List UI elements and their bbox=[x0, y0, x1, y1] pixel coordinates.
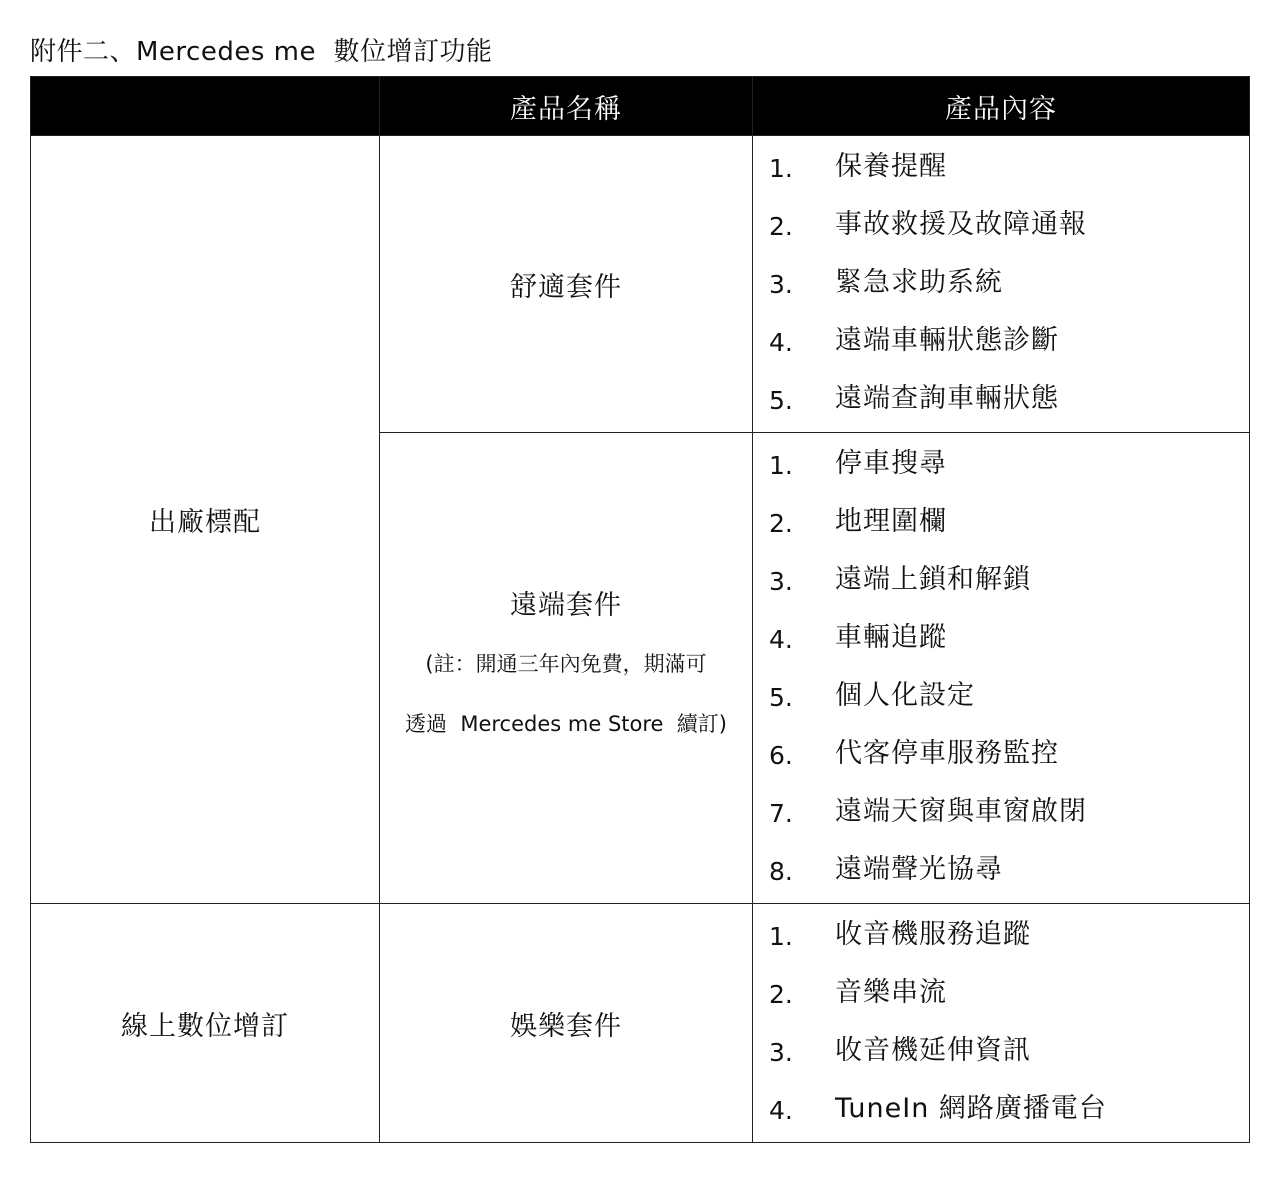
list-item bbox=[753, 783, 1249, 841]
product-note-line-1: (註：開通三年內免費，期滿可 bbox=[425, 651, 707, 676]
item-number: 4. bbox=[769, 1096, 793, 1125]
item-number: 2. bbox=[769, 212, 793, 241]
item-number: 2. bbox=[769, 980, 793, 1009]
header-category bbox=[31, 77, 380, 136]
product-name: 娛樂套件 bbox=[510, 1010, 622, 1042]
item-text: 音樂串流 bbox=[835, 977, 947, 1008]
list-item bbox=[753, 725, 1249, 783]
item-text: 遠端上鎖和解鎖 bbox=[835, 564, 1031, 595]
item-number: 1. bbox=[769, 451, 793, 480]
list-item bbox=[753, 138, 1249, 196]
content-cell-entertainment bbox=[753, 904, 1250, 1143]
product-cell-comfort bbox=[380, 136, 753, 433]
item-text: 收音機服務追蹤 bbox=[835, 919, 1031, 950]
list-item bbox=[753, 667, 1249, 725]
feature-list bbox=[753, 904, 1249, 1142]
item-number: 5. bbox=[769, 386, 793, 415]
item-text: 停車搜尋 bbox=[835, 448, 947, 479]
list-item bbox=[753, 370, 1249, 428]
list-item bbox=[753, 254, 1249, 312]
item-number: 3. bbox=[769, 270, 793, 299]
item-text: TuneIn 網路廣播電台 bbox=[835, 1093, 1107, 1124]
item-number: 5. bbox=[769, 683, 793, 712]
list-item bbox=[753, 196, 1249, 254]
item-text: 個人化設定 bbox=[835, 680, 975, 711]
item-number: 3. bbox=[769, 1038, 793, 1067]
category-cell-standard: 出廠標配 bbox=[31, 136, 380, 904]
list-item bbox=[753, 1080, 1249, 1138]
item-text: 車輛追蹤 bbox=[835, 622, 947, 653]
item-number: 1. bbox=[769, 154, 793, 183]
content-cell-comfort bbox=[753, 136, 1250, 433]
list-item bbox=[753, 841, 1249, 899]
item-number: 6. bbox=[769, 741, 793, 770]
item-number: 7. bbox=[769, 799, 793, 828]
table-row bbox=[31, 136, 1250, 433]
product-name: 舒適套件 bbox=[510, 271, 622, 303]
item-text: 事故救援及故障通報 bbox=[835, 209, 1087, 240]
document-title: 附件二、Mercedes me 數位增訂功能 bbox=[30, 37, 493, 67]
product-name: 遠端套件 bbox=[510, 589, 622, 621]
item-number: 2. bbox=[769, 509, 793, 538]
feature-list bbox=[753, 433, 1249, 903]
item-text: 遠端天窗與車窗啟閉 bbox=[835, 796, 1087, 827]
category-cell-online: 線上數位增訂 bbox=[31, 904, 380, 1143]
content-cell-remote bbox=[753, 433, 1250, 904]
product-cell-remote bbox=[380, 433, 753, 904]
item-number: 1. bbox=[769, 922, 793, 951]
list-item bbox=[753, 493, 1249, 551]
list-item bbox=[753, 551, 1249, 609]
table-header-row bbox=[31, 77, 1250, 136]
item-text: 地理圍欄 bbox=[835, 506, 947, 537]
table-row bbox=[31, 904, 1250, 1143]
header-product-name: 產品名稱 bbox=[380, 77, 753, 136]
feature-list bbox=[753, 136, 1249, 432]
list-item bbox=[753, 1022, 1249, 1080]
product-note-line-2: 透過 Mercedes me Store 續訂) bbox=[405, 711, 727, 736]
list-item bbox=[753, 906, 1249, 964]
item-text: 遠端查詢車輛狀態 bbox=[835, 383, 1059, 414]
list-item bbox=[753, 312, 1249, 370]
product-cell-entertainment bbox=[380, 904, 753, 1143]
list-item bbox=[753, 609, 1249, 667]
item-number: 4. bbox=[769, 625, 793, 654]
list-item bbox=[753, 964, 1249, 1022]
item-text: 緊急求助系統 bbox=[835, 267, 1003, 298]
item-text: 遠端車輛狀態診斷 bbox=[835, 325, 1059, 356]
item-text: 代客停車服務監控 bbox=[835, 738, 1059, 769]
item-number: 4. bbox=[769, 328, 793, 357]
item-number: 8. bbox=[769, 857, 793, 886]
list-item bbox=[753, 435, 1249, 493]
feature-table bbox=[30, 76, 1250, 1143]
item-text: 保養提醒 bbox=[835, 151, 947, 182]
header-product-content: 產品內容 bbox=[753, 77, 1250, 136]
item-text: 收音機延伸資訊 bbox=[835, 1035, 1031, 1066]
item-text: 遠端聲光協尋 bbox=[835, 854, 1003, 885]
item-number: 3. bbox=[769, 567, 793, 596]
